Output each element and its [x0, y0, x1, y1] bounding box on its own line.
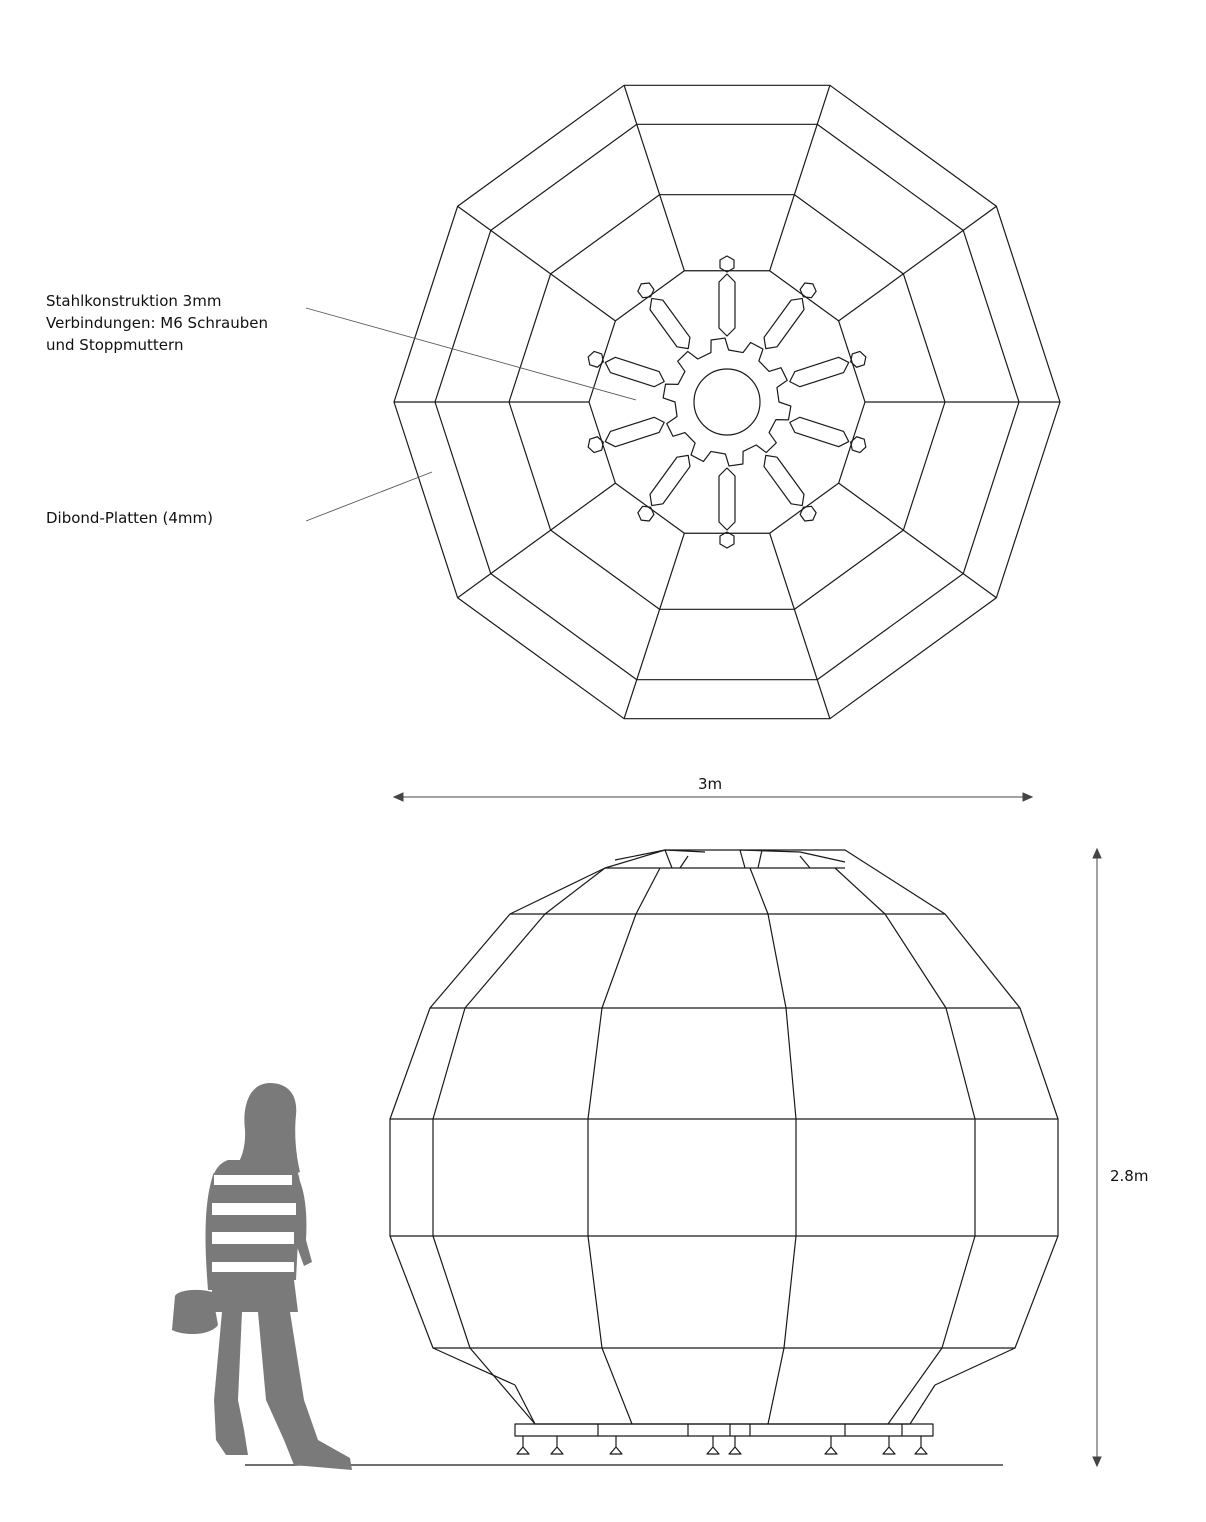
steel-arm-1 [719, 274, 735, 336]
leveling-foot-5 [729, 1436, 741, 1454]
steel-arm-10 [650, 298, 690, 348]
top-view-plan [394, 85, 1060, 718]
steel-arm-2 [764, 298, 804, 348]
panel-seam-3 [839, 206, 997, 321]
label-steel-line1: Stahlkonstruktion 3mm [46, 292, 222, 310]
arrow-down-icon [1093, 1457, 1101, 1466]
arrow-left-icon [394, 793, 403, 801]
leader-line-dibond [306, 472, 432, 521]
steel-arm-7 [650, 455, 690, 505]
steel-bracket-10 [638, 283, 654, 298]
panel-seam-6 [770, 533, 830, 718]
leveling-foot-3 [610, 1436, 622, 1454]
steel-arm-5 [764, 455, 804, 505]
leader-lines [306, 308, 636, 521]
leveling-foot-6 [825, 1436, 837, 1454]
dimension-height-label: 2.8m [1110, 1167, 1149, 1185]
panel-seam-7 [624, 533, 684, 718]
panel-seam-1 [624, 85, 684, 270]
person-silhouette [172, 1083, 352, 1470]
panel-seam-8 [458, 483, 616, 598]
panel-seam-2 [770, 85, 830, 270]
steel-arm-9 [605, 357, 664, 386]
steel-arm-6 [719, 468, 735, 530]
leveling-foot-8 [915, 1436, 927, 1454]
steel-bracket-5 [800, 506, 816, 521]
label-steel-construction [46, 290, 268, 356]
central-gear-hub [663, 338, 791, 466]
central-opening [694, 369, 760, 435]
label-steel-line2: Verbindungen: M6 Schrauben [46, 314, 268, 332]
steel-bracket-2 [800, 283, 816, 298]
panel-seam-5 [839, 483, 997, 598]
label-steel-line3: und Stoppmuttern [46, 336, 184, 354]
label-dibond-panels: Dibond-Platten (4mm) [46, 509, 213, 527]
panel-seam-10 [458, 206, 616, 321]
leveling-foot-1 [517, 1436, 529, 1454]
dimension-width-label: 3m [698, 775, 723, 793]
steel-arm-3 [790, 357, 849, 386]
steel-arm-4 [790, 417, 849, 446]
steel-bracket-1 [720, 256, 734, 272]
arrow-up-icon [1093, 849, 1101, 858]
steel-bracket-7 [638, 506, 654, 521]
leader-line-steel [306, 308, 636, 400]
sphere-outline [390, 850, 1058, 1385]
side-view-elevation [390, 850, 1058, 1454]
leveling-feet [517, 1436, 927, 1454]
arrow-right-icon [1023, 793, 1032, 801]
steel-bracket-6 [720, 532, 734, 548]
decagon-ring-4 [589, 271, 865, 533]
leveling-foot-4 [707, 1436, 719, 1454]
leveling-foot-2 [551, 1436, 563, 1454]
leveling-foot-7 [883, 1436, 895, 1454]
steel-arm-8 [605, 417, 664, 446]
base-frame [515, 1424, 933, 1436]
height-dimension-line [1093, 849, 1101, 1466]
